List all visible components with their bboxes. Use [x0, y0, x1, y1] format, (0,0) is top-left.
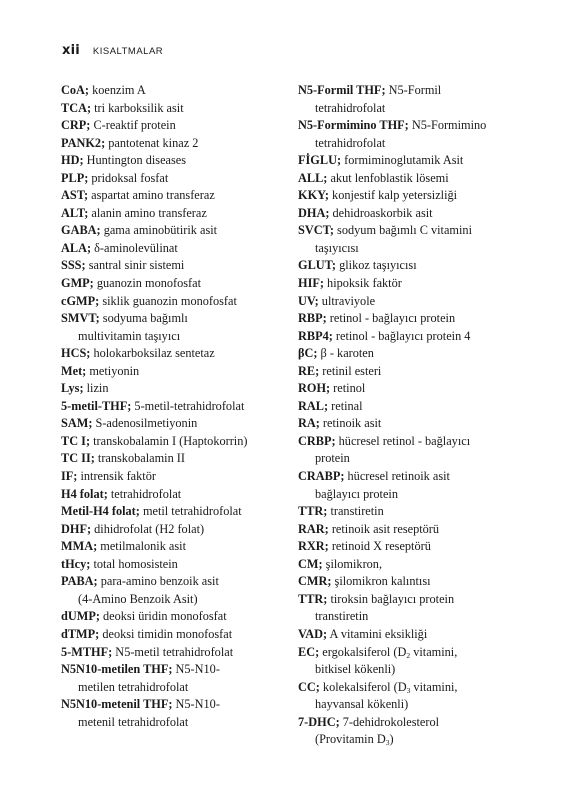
- abbreviation-definition-continued: [61, 714, 276, 732]
- abbreviation-definition: akut lenfoblastik lösemi: [327, 170, 449, 185]
- abbreviation-definition: N5-metil tetrahidrofolat: [112, 644, 234, 659]
- abbreviation-entry: [298, 538, 523, 556]
- abbreviation-entry: [61, 573, 276, 608]
- page-number: xii: [62, 43, 80, 58]
- abbreviation-definition: tiroksin bağlayıcı protein: [327, 591, 455, 606]
- section-title: KISALTMALAR: [92, 46, 164, 57]
- abbreviation-definition: gama aminobütirik asit: [100, 223, 218, 238]
- continued-text: tetrahidrofolat: [315, 100, 386, 115]
- abbreviation-term: dTMP;: [61, 626, 100, 641]
- abbreviation-term: PANK2;: [61, 135, 106, 150]
- abbreviation-term: HD;: [61, 153, 84, 168]
- abbreviation-definition: pantotenat kinaz 2: [105, 135, 199, 150]
- abbreviation-definition: retinil esteri: [319, 363, 382, 378]
- abbreviation-term: GABA;: [61, 223, 101, 238]
- abbreviation-entry: [61, 486, 276, 504]
- abbreviation-term: TTR;: [298, 591, 328, 606]
- abbreviation-term: RE;: [298, 363, 320, 378]
- abbreviation-entry: [298, 626, 523, 644]
- abbreviation-entry: [61, 170, 276, 188]
- abbreviation-term: IF;: [61, 469, 78, 484]
- abbreviation-term: AST;: [61, 188, 89, 203]
- abbreviation-definition-continued: [61, 328, 276, 346]
- abbreviation-term: FİGLU;: [298, 153, 342, 168]
- abbreviation-entry: [61, 293, 276, 311]
- abbreviation-entry: [61, 380, 276, 398]
- abbreviation-entry: [298, 573, 523, 591]
- abbreviation-entry: [61, 345, 276, 363]
- abbreviation-entry: [61, 240, 276, 258]
- continued-text: (4-Amino Benzoik Asit): [78, 591, 198, 606]
- abbreviation-term: SAM;: [61, 416, 93, 431]
- abbreviation-term: CoA;: [61, 83, 90, 97]
- abbreviation-term: RBP4;: [298, 328, 333, 343]
- abbreviation-term: TTR;: [298, 504, 328, 519]
- abbreviation-definition-tail: vitamini,: [410, 679, 458, 694]
- abbreviation-term: UV;: [298, 293, 319, 308]
- continued-text: transtiretin: [315, 609, 369, 624]
- abbreviation-entry: [298, 591, 523, 626]
- abbreviation-term: KKY;: [298, 188, 329, 203]
- abbreviation-definition: deoksi üridin monofosfat: [99, 609, 227, 624]
- subscript: 2: [406, 650, 411, 660]
- abbreviation-definition-continued: [298, 486, 523, 504]
- abbreviation-entry: [61, 556, 276, 574]
- abbreviation-entry: [61, 100, 276, 118]
- abbreviation-entry: [61, 626, 276, 644]
- abbreviation-entry: [61, 82, 276, 100]
- abbreviation-definition-continued: [298, 731, 523, 749]
- abbreviation-entry: [61, 135, 276, 153]
- abbreviation-entry: [61, 222, 276, 240]
- abbreviation-definition-continued: [298, 240, 523, 258]
- abbreviation-definition: intrensik faktör: [77, 469, 156, 484]
- abbreviation-term: N5N10-metenil THF;: [61, 697, 173, 712]
- abbreviation-entry: [298, 345, 523, 363]
- abbreviation-term: Met;: [61, 363, 87, 378]
- abbreviation-entry: [298, 293, 523, 311]
- abbreviation-definition: dihidrofolat (H2 folat): [91, 521, 205, 536]
- abbreviation-term: CRBP;: [298, 433, 336, 448]
- abbreviation-entry: [298, 556, 523, 574]
- abbreviation-entry: [298, 644, 523, 679]
- abbreviation-definition: şilomikron kalıntısı: [331, 574, 431, 589]
- abbreviation-list-right: [298, 82, 523, 749]
- abbreviation-entry: [61, 415, 276, 433]
- abbreviation-term: PABA;: [61, 574, 98, 589]
- abbreviation-definition: dehidroaskorbik asit: [329, 205, 433, 220]
- abbreviation-definition: tetrahidrofolat: [107, 486, 182, 501]
- abbreviation-definition: A vitamini eksikliği: [327, 626, 428, 641]
- abbreviation-term: GMP;: [61, 276, 94, 291]
- abbreviation-entry: [298, 398, 523, 416]
- abbreviation-term: HIF;: [298, 276, 324, 291]
- abbreviation-entry: [61, 117, 276, 135]
- abbreviation-definition: 7-dehidrokolesterol: [339, 714, 440, 729]
- abbreviation-definition: hücresel retinoik asit: [344, 469, 450, 484]
- abbreviation-definition: sodyuma bağımlı: [99, 311, 188, 326]
- abbreviation-term: RAR;: [298, 521, 329, 536]
- abbreviation-term: N5N10-metilen THF;: [61, 662, 173, 677]
- subscript: 3: [385, 738, 390, 748]
- abbreviation-term: TC I;: [61, 433, 91, 448]
- abbreviation-term: PLP;: [61, 170, 89, 185]
- abbreviation-definition: retinol - bağlayıcı protein 4: [332, 328, 471, 343]
- abbreviation-definition: ultraviyole: [318, 293, 376, 308]
- abbreviation-definition: santral sinir sistemi: [85, 258, 185, 273]
- abbreviation-term: ALA;: [61, 240, 92, 255]
- continued-text: (Provitamin D: [315, 732, 386, 747]
- abbreviation-entry: [298, 468, 523, 503]
- abbreviation-definition: aspartat amino transferaz: [88, 188, 215, 203]
- abbreviation-term: RA;: [298, 416, 320, 431]
- abbreviation-term: RXR;: [298, 539, 329, 554]
- continued-text: hayvansal kökenli): [315, 697, 409, 712]
- abbreviation-definition: kolekalsiferol (D: [319, 679, 407, 694]
- abbreviation-entry: [298, 310, 523, 328]
- abbreviation-definition: retinal: [328, 398, 363, 413]
- abbreviation-term: Lys;: [61, 381, 84, 396]
- abbreviation-entry: [61, 450, 276, 468]
- abbreviation-definition: lizin: [83, 381, 109, 396]
- abbreviation-list-left: [61, 82, 276, 731]
- abbreviation-definition: retinoid X reseptörü: [328, 539, 431, 554]
- abbreviation-term: N5-Formimino THF;: [298, 118, 409, 133]
- abbreviation-entry: [61, 152, 276, 170]
- abbreviation-term: ROH;: [298, 381, 331, 396]
- abbreviation-entry: [298, 152, 523, 170]
- abbreviation-term: CMR;: [298, 574, 332, 589]
- abbreviation-entry: [298, 380, 523, 398]
- abbreviation-definition: retinoik asit reseptörü: [328, 521, 440, 536]
- abbreviation-definition: şilomikron,: [322, 556, 383, 571]
- abbreviation-definition: formiminoglutamik Asit: [341, 153, 464, 168]
- abbreviation-definition: holokarboksilaz sentetaz: [90, 346, 215, 361]
- abbreviation-entry: [61, 257, 276, 275]
- abbreviation-definition-continued: [61, 591, 276, 609]
- abbreviation-definition-continued: [298, 135, 523, 153]
- abbreviation-definition: metiyonin: [86, 363, 140, 378]
- abbreviation-term: GLUT;: [298, 258, 337, 273]
- abbreviation-definition: tri karboksilik asit: [91, 100, 184, 115]
- abbreviation-entry: [61, 696, 276, 731]
- abbreviation-term: ALL;: [298, 170, 328, 185]
- abbreviation-entry: [298, 82, 523, 117]
- abbreviation-entry: [61, 187, 276, 205]
- abbreviation-entry: [298, 714, 523, 749]
- abbreviation-entry: [61, 398, 276, 416]
- abbreviation-definition: retinol - bağlayıcı protein: [326, 311, 456, 326]
- abbreviation-definition: metil tetrahidrofolat: [139, 504, 242, 519]
- continued-text: tetrahidrofolat: [315, 135, 386, 150]
- abbreviation-term: ALT;: [61, 205, 89, 220]
- abbreviation-definition: transkobalamin II: [94, 451, 185, 466]
- abbreviation-entry: [298, 275, 523, 293]
- abbreviation-definition: sodyum bağımlı C vitamini: [333, 223, 472, 238]
- abbreviation-entry: [298, 170, 523, 188]
- abbreviation-definition: glikoz taşıyıcısı: [336, 258, 417, 273]
- abbreviation-definition-continued: [61, 679, 276, 697]
- abbreviation-definition: pridoksal fosfat: [88, 170, 169, 185]
- abbreviation-term: βC;: [298, 346, 318, 361]
- abbreviation-definition: 5-metil-tetrahidrofolat: [131, 398, 245, 413]
- abbreviation-definition: N5-N10-: [172, 662, 220, 677]
- abbreviation-entry: [298, 222, 523, 257]
- abbreviation-term: CRABP;: [298, 469, 345, 484]
- abbreviation-term: SVCT;: [298, 223, 334, 238]
- abbreviation-definition-continued: [298, 450, 523, 468]
- abbreviation-term: 5-metil-THF;: [61, 398, 132, 413]
- abbreviation-definition: retinol: [330, 381, 366, 396]
- abbreviation-term: CC;: [298, 679, 320, 694]
- abbreviation-definition-continued: [298, 100, 523, 118]
- abbreviation-definition: hipoksik faktör: [323, 276, 402, 291]
- abbreviation-definition: konjestif kalp yetersizliği: [328, 188, 458, 203]
- subscript: 3: [406, 685, 411, 695]
- abbreviation-entry: [61, 363, 276, 381]
- abbreviation-term: cGMP;: [61, 293, 100, 308]
- abbreviation-definition: transkobalamin I (Haptokorrin): [90, 433, 248, 448]
- abbreviation-term: TCA;: [61, 100, 92, 115]
- continued-text: multivitamin taşıyıcı: [78, 328, 181, 343]
- abbreviation-entry: [61, 608, 276, 626]
- continued-text: taşıyıcısı: [315, 240, 359, 255]
- abbreviation-term: CM;: [298, 556, 323, 571]
- abbreviation-term: TC II;: [61, 451, 95, 466]
- abbreviation-term: DHF;: [61, 521, 92, 536]
- abbreviation-entry: [61, 521, 276, 539]
- abbreviation-term: Metil-H4 folat;: [61, 504, 140, 519]
- abbreviation-entry: [298, 521, 523, 539]
- abbreviation-definition: N5-Formimino: [408, 118, 487, 133]
- abbreviation-entry: [298, 205, 523, 223]
- abbreviation-definition: koenzim A: [89, 83, 146, 97]
- abbreviation-term: RBP;: [298, 311, 327, 326]
- abbreviation-definition: C-reaktif protein: [90, 118, 176, 133]
- abbreviation-term: HCS;: [61, 346, 91, 361]
- abbreviation-definition: ergokalsiferol (D: [319, 644, 407, 659]
- abbreviation-entry: [61, 275, 276, 293]
- abbreviation-term: DHA;: [298, 205, 330, 220]
- abbreviation-definition: para-amino benzoik asit: [97, 574, 219, 589]
- abbreviation-definition: N5-Formil: [385, 83, 442, 97]
- abbreviation-entry: [61, 433, 276, 451]
- abbreviation-definition: siklik guanozin monofosfat: [99, 293, 237, 308]
- abbreviation-definition-tail: vitamini,: [410, 644, 458, 659]
- abbreviation-definition-continued: [298, 696, 523, 714]
- page-header: [62, 43, 163, 59]
- abbreviation-definition: transtiretin: [327, 504, 384, 519]
- abbreviation-entry: [298, 117, 523, 152]
- abbreviation-entry: [61, 310, 276, 345]
- abbreviation-entry: [298, 328, 523, 346]
- continued-text: bitkisel kökenli): [315, 662, 396, 677]
- abbreviation-entry: [298, 415, 523, 433]
- abbreviation-entry: [61, 205, 276, 223]
- abbreviation-term: SMVT;: [61, 311, 100, 326]
- abbreviation-definition: hücresel retinol - bağlayıcı: [335, 433, 471, 448]
- abbreviation-term: SSS;: [61, 258, 86, 273]
- abbreviation-entry: [298, 363, 523, 381]
- abbreviation-definition: δ-aminolevülinat: [91, 240, 178, 255]
- abbreviation-definition: deoksi timidin monofosfat: [99, 626, 233, 641]
- abbreviation-term: MMA;: [61, 539, 98, 554]
- abbreviation-entry: [298, 187, 523, 205]
- abbreviation-definition: retinoik asit: [319, 416, 382, 431]
- continued-text-tail: ): [389, 732, 394, 747]
- abbreviation-definition-continued: [298, 608, 523, 626]
- abbreviation-entry: [61, 661, 276, 696]
- abbreviation-definition: Huntington diseases: [83, 153, 187, 168]
- abbreviation-entry: [298, 257, 523, 275]
- abbreviation-definition: total homosistein: [90, 556, 178, 571]
- abbreviation-definition: β - karoten: [317, 346, 374, 361]
- abbreviation-term: tHcy;: [61, 556, 91, 571]
- abbreviation-term: 5-MTHF;: [61, 644, 113, 659]
- abbreviation-term: CRP;: [61, 118, 91, 133]
- abbreviation-definition: S-adenosilmetiyonin: [92, 416, 198, 431]
- abbreviation-term: RAL;: [298, 398, 329, 413]
- abbreviation-entry: [298, 679, 523, 714]
- abbreviation-term: N5-Formil THF;: [298, 83, 386, 97]
- abbreviation-definition: N5-N10-: [172, 697, 220, 712]
- abbreviation-term: dUMP;: [61, 609, 100, 624]
- abbreviation-definition-continued: [298, 661, 523, 679]
- abbreviation-term: EC;: [298, 644, 320, 659]
- abbreviation-entry: [298, 433, 523, 468]
- continued-text: protein: [315, 451, 350, 466]
- abbreviation-entry: [61, 503, 276, 521]
- abbreviation-entry: [298, 503, 523, 521]
- abbreviation-term: H4 folat;: [61, 486, 108, 501]
- abbreviation-definition: metilmalonik asit: [97, 539, 187, 554]
- abbreviation-entry: [61, 644, 276, 662]
- abbreviation-entry: [61, 538, 276, 556]
- abbreviation-term: 7-DHC;: [298, 714, 340, 729]
- abbreviation-term: VAD;: [298, 626, 328, 641]
- abbreviation-entry: [61, 468, 276, 486]
- continued-text: bağlayıcı protein: [315, 486, 398, 501]
- abbreviation-definition: alanin amino transferaz: [88, 205, 207, 220]
- abbreviation-definition: guanozin monofosfat: [93, 276, 202, 291]
- continued-text: metilen tetrahidrofolat: [78, 679, 189, 694]
- continued-text: metenil tetrahidrofolat: [78, 714, 189, 729]
